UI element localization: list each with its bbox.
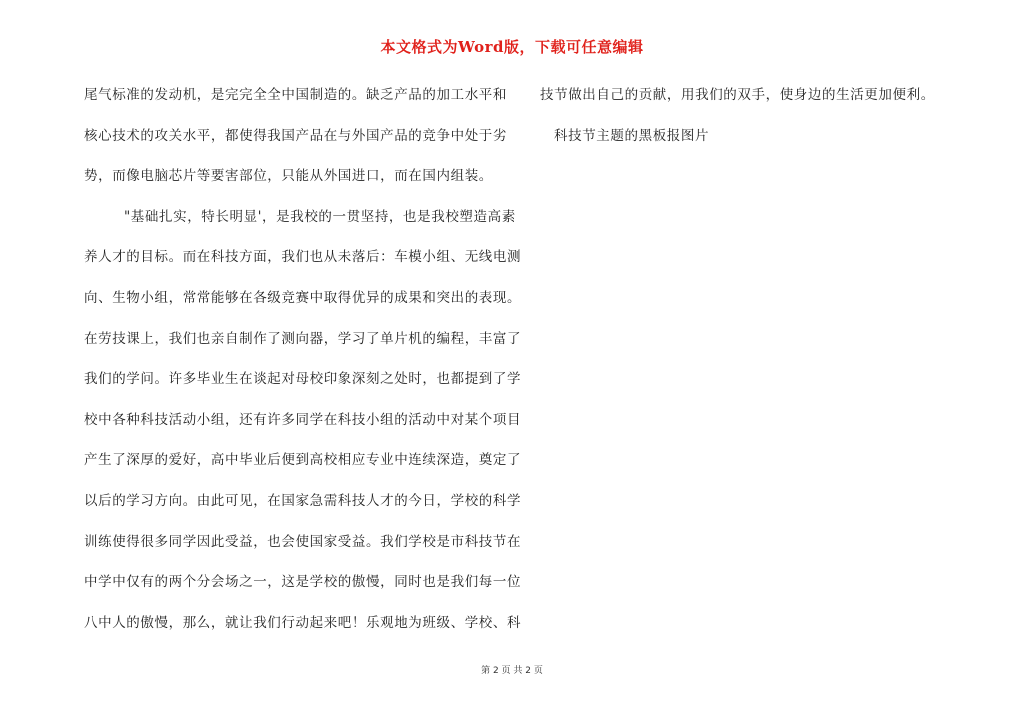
paragraph-line: 训练使得很多同学因此受益，也会使国家受益。我们学校是市科技节在 xyxy=(84,533,522,550)
right-text-column xyxy=(540,84,980,165)
paragraph-line: 向、生物小组，常常能够在各级竞赛中取得优异的成果和突出的表现。 xyxy=(84,289,522,306)
paragraph-line: "基础扎实，特长明显'，是我校的一贯坚持，也是我校塑造高素 xyxy=(124,208,516,225)
page-number: 第 2 页 共 2 页 xyxy=(481,666,543,676)
paragraph-line: 尾气标准的发动机，是完完全全中国制造的。缺乏产品的加工水平和 xyxy=(84,87,507,103)
paragraph-line: 校中各种科技活动小组，还有许多同学在科技小组的活动中对某个项目 xyxy=(84,411,522,428)
paragraph-line: 势，而像电脑芯片等要害部位，只能从外国进口，而在国内组装。 xyxy=(84,168,493,185)
paragraph-line: 在劳技课上，我们也亲自制作了测向器，学习了单片机的编程，丰富了 xyxy=(84,330,522,347)
left-text-column xyxy=(84,84,524,652)
paragraph-line: 以后的学习方向。由此可见，在国家急需科技人才的今日，学校的科学 xyxy=(84,492,522,509)
paragraph-line: 核心技术的攻关水平，都使得我国产品在与外国产品的竞争中处于劣 xyxy=(84,127,507,144)
paragraph-line: 产生了深厚的爱好，高中毕业后便到高校相应专业中连续深造，奠定了 xyxy=(84,452,522,469)
paragraph-line: 中学中仅有的两个分会场之一，这是学校的傲慢，同时也是我们每一位 xyxy=(84,574,522,591)
download-banner: 本文格式为Word版，下载可任意编辑 xyxy=(380,38,644,56)
paragraph-line: 我们的学问。许多毕业生在谈起对母校印象深刻之处时，也都提到了学 xyxy=(84,371,522,388)
paragraph-line: 技节做出自己的贡献，用我们的双手，使身边的生活更加便利。 xyxy=(540,87,935,103)
image-caption: 科技节主题的黑板报图片 xyxy=(554,127,710,144)
paragraph-line: 八中人的傲慢，那么，就让我们行动起来吧！乐观地为班级、学校、科 xyxy=(84,614,522,631)
paragraph-line: 养人才的目标。而在科技方面，我们也从未落后：车模小组、无线电测 xyxy=(84,249,522,266)
